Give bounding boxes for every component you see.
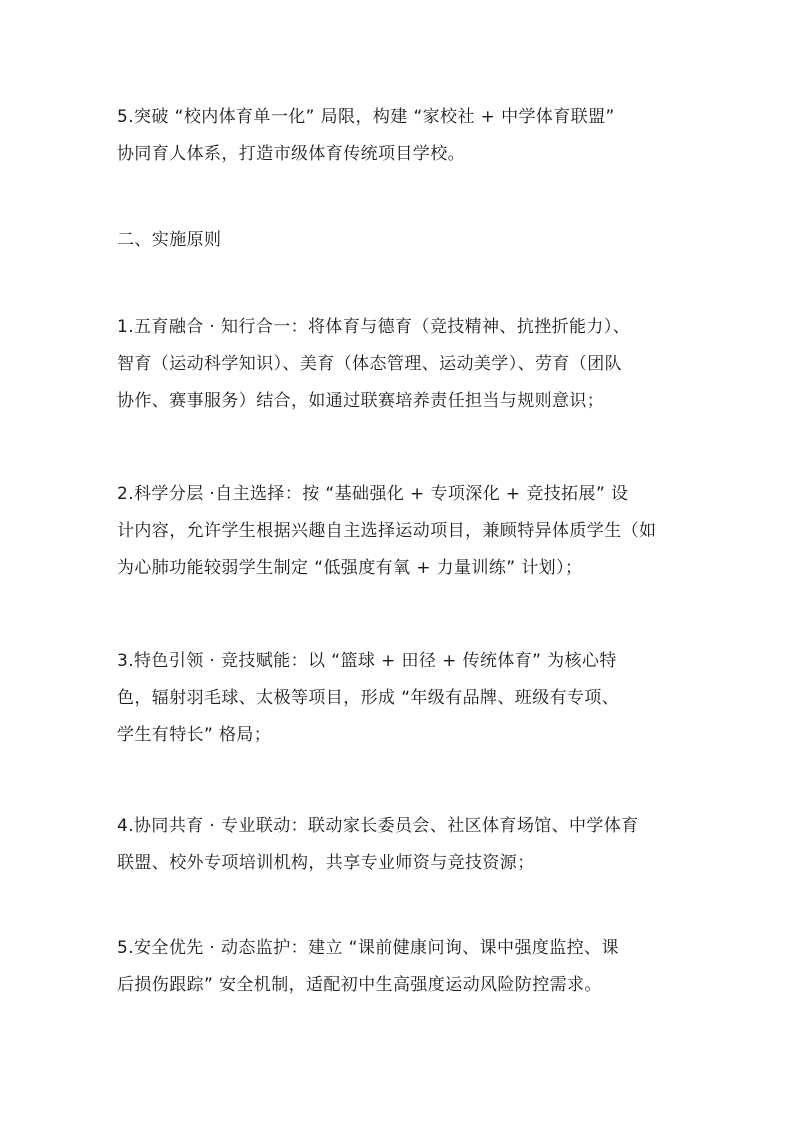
text-line: 5.安全优先 · 动态监护：建立 “课前健康问询、课中强度监控、课 [117, 938, 619, 958]
text-line: 学生有特长” 格局； [117, 725, 272, 745]
text-line: 智育（运动科学知识）、美育（体态管理、运动美学）、劳育（团队 [117, 354, 622, 374]
text-line: 协作、赛事服务）结合，如通过联赛培养责任担当与规则意识； [117, 391, 605, 411]
text-line: 协同育人体系，打造市级体育传统项目学校。 [117, 144, 465, 164]
text-line: 4.协同共育 · 专业联动：联动家长委员会、社区体育场馆、中学体育 [117, 816, 639, 836]
text-line: 1.五育融合 · 知行合一：将体育与德育（竞技精神、抗挫折能力）、 [117, 317, 631, 337]
heading-text: 二、实施原则 [117, 230, 222, 250]
text-line: 3.特色引领 · 竞技赋能：以 “篮球 + 田径 + 传统体育” 为核心特 [117, 651, 617, 671]
principle-5 [117, 930, 685, 1004]
section-heading [117, 222, 685, 259]
text-line: 5.突破 “校内体育单一化” 局限，构建 “家校社 + 中学体育联盟” [117, 107, 615, 127]
principle-2 [117, 476, 685, 587]
text-line: 2.科学分层 ·自主选择：按 “基础强化 + 专项深化 + 竞技拓展” 设 [117, 484, 629, 504]
text-line: 联盟、校外专项培训机构，共享专业师资与竞技资源； [117, 853, 535, 873]
text-line: 为心肺功能较弱学生制定 “低强度有氧 + 力量训练” 计划）； [117, 558, 583, 578]
principle-1 [117, 309, 685, 420]
text-line: 计内容，允许学生根据兴趣自主选择运动项目，兼顾特异体质学生（如 [117, 521, 657, 541]
intro-item-5 [117, 99, 685, 173]
principle-4 [117, 808, 685, 882]
text-line: 后损伤跟踪” 安全机制，适配初中生高强度运动风险防控需求。 [117, 975, 602, 995]
text-line: 色，辐射羽毛球、太极等项目，形成 “年级有品牌、班级有专项、 [117, 688, 620, 708]
principle-3 [117, 643, 685, 754]
